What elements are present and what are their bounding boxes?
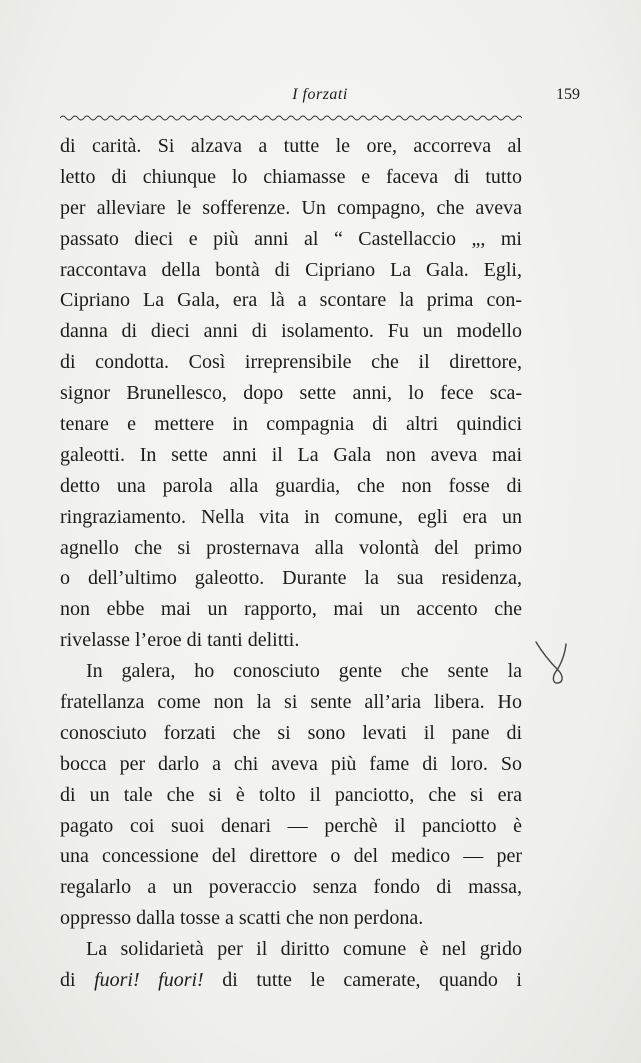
text-line: agnello che si prosternava alla volontà del primo [60, 536, 522, 559]
text-segment: di tutte le camerate, quando i [203, 969, 522, 992]
text-line: galeotti. In sette anni il La Gala non aveva mai [60, 443, 522, 466]
text-line: pagato coi suoi denari — perchè il panciotto è [60, 814, 522, 837]
text-line: di condotta. Così irreprensibile che il direttore, [60, 351, 522, 374]
ornamental-wavy-rule [60, 112, 522, 124]
running-head [60, 86, 580, 110]
text-line: signor Brunellesco, dopo sette anni, lo fece sca- [60, 382, 522, 405]
text-line: di un tale che si è tolto il panciotto, che si era [60, 783, 522, 806]
text-line: danna di dieci anni di isolamento. Fu un modello [60, 320, 522, 343]
handwritten-margin-mark [530, 638, 570, 686]
text-line: In galera, ho conosciuto gente che sente la [86, 660, 522, 683]
page-number: 159 [556, 86, 580, 103]
text-line: bocca per darlo a chi aveva più fame di loro. So [60, 752, 522, 775]
text-line: passato dieci e più anni al “ Castellaccio „, mi [60, 227, 522, 250]
body-text [60, 131, 522, 996]
text-line: tenare e mettere in compagnia di altri quindici [60, 413, 522, 436]
text-line: rivelasse l’eroe di tanti delitti. [60, 629, 300, 652]
text-line: regalarlo a un poveraccio senza fondo di massa, [60, 876, 522, 899]
text-line: o dell’ultimo galeotto. Durante la sua residenza, [60, 567, 522, 590]
text-line: detto una parola alla guardia, che non fosse di [60, 474, 522, 497]
text-line: conosciuto forzati che si sono levati il pane di [60, 721, 522, 744]
running-title: I forzati [292, 86, 348, 103]
text-line: di carità. Si alzava a tutte le ore, accorreva al [60, 135, 522, 157]
text-line: ringraziamento. Nella vita in comune, egli era un [60, 505, 522, 528]
text-segment: di [60, 969, 95, 992]
text-line: fratellanza come non la si sente all’aria libera. Ho [60, 691, 522, 714]
text-line: una concessione del direttore o del medico — per [60, 845, 522, 868]
text-line: per alleviare le sofferenze. Un compagno, che aveva [60, 196, 522, 219]
text-segment: La solidarietà per il diritto comune è nel grido [86, 938, 522, 961]
text-line: Cipriano La Gala, era là a scontare la prima con- [60, 289, 522, 312]
text-line: oppresso dalla tosse a scatti che non perdona. [60, 907, 424, 930]
text-line [60, 965, 522, 996]
text-line: non ebbe mai un rapporto, mai un accento che [60, 598, 522, 621]
text-line: raccontava della bontà di Cipriano La Gala. Egli, [60, 258, 522, 281]
text-line: letto di chiunque lo chiamasse e faceva di tutto [60, 165, 522, 188]
text-line [60, 934, 522, 965]
italic-exclamation: fuori! fuori! [94, 969, 204, 992]
